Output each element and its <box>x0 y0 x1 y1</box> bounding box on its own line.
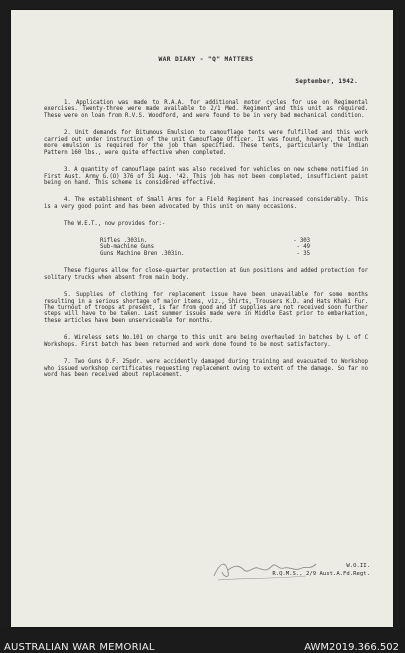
table-item: Rifles .303in. <box>100 237 148 244</box>
signature-unit: R.Q.M.S., 2/9 Aust.A.Fd.Regt. <box>272 571 370 577</box>
table-qty: - 303 <box>293 237 310 244</box>
signature-rank: W.O.II. <box>346 563 370 569</box>
paragraph-5: 5. Supplies of clothing for replacement issue have been unavailable for some months resulting in a serious shortage of major items, viz., Shirts, Trousers K.D. and Hats Khaki Fur. The turnout of troops at present, is far from good and if supplies are not received soon further steps will have to be taken. Last summer issues made were in Middle East prior to embarkation, these articles have been unserviceable for months. <box>44 292 368 324</box>
paragraph-7: 7. Two Guns O.F. 25pdr. were accidently damaged during training and evacuated to Workshop who issued workshop certificates requesting replacement owing to extent of the damage. So far no word has been received about replacement. <box>44 359 368 379</box>
paragraph-1: 1. Application was made to R.A.A. for additional motor cycles for use on Regimental exercises. Twenty-three were made available to 2/1 Med. Regiment and this unit as required. These were on loan from R.V.S. Woodford, and were found to be in very bad mechanical condition. <box>44 99 368 119</box>
footer-accession-number: AWM2019.366.502 <box>304 642 399 653</box>
table-qty: - 49 <box>296 244 310 251</box>
small-arms-table <box>100 238 368 257</box>
table-intro: The W.E.T., now provides for:- <box>64 221 166 228</box>
table-row <box>100 251 310 257</box>
paragraph-4-note: These figures allow for close-quarter protection at Gun positions and added protection for solitary trucks when absent from main body. <box>44 268 368 281</box>
footer-institution: AUSTRALIAN WAR MEMORIAL <box>4 642 155 653</box>
table-qty: - 35 <box>296 250 310 257</box>
document-date: September, 1942. <box>295 78 358 86</box>
table-item: Sub-machine Guns <box>100 244 154 251</box>
paragraph-3: 3. A quantity of camouflage paint was also received for vehicles on new scheme notified in First Aust. Army G.(O) 376 of 31 Aug. '42. This job has not been completed, insufficient paint being on hand. This scheme is considered effective. <box>44 167 368 186</box>
paragraph-2: 2. Unit demands for Bitumous Emulsion to camouflage tents were fulfilled and this work carried out under instruction of the unit Camouflage Officer. It was found, however, that much more emulsion is required for the job than specified. These tents, particularly the Indian Pattern 160 lbs., were quite effective when completed. <box>44 130 368 156</box>
paragraph-4: 4. The establishment of Small Arms for a Field Regiment has increased considerably. This is a very good point and has been advocated by this unit on many occasions. <box>44 197 368 210</box>
signature-block <box>210 540 370 578</box>
archive-footer <box>0 629 405 653</box>
document-body <box>44 57 368 379</box>
table-item: Guns Machine Bren .303in. <box>100 250 185 257</box>
paragraph-6: 6. Wireless sets No.101 on charge to this unit are being overhauled in batches by L of C Workshops. First batch has been returned and work done found to be most satisfactory. <box>44 335 368 348</box>
document-title: WAR DIARY - "Q" MATTERS <box>158 56 254 63</box>
